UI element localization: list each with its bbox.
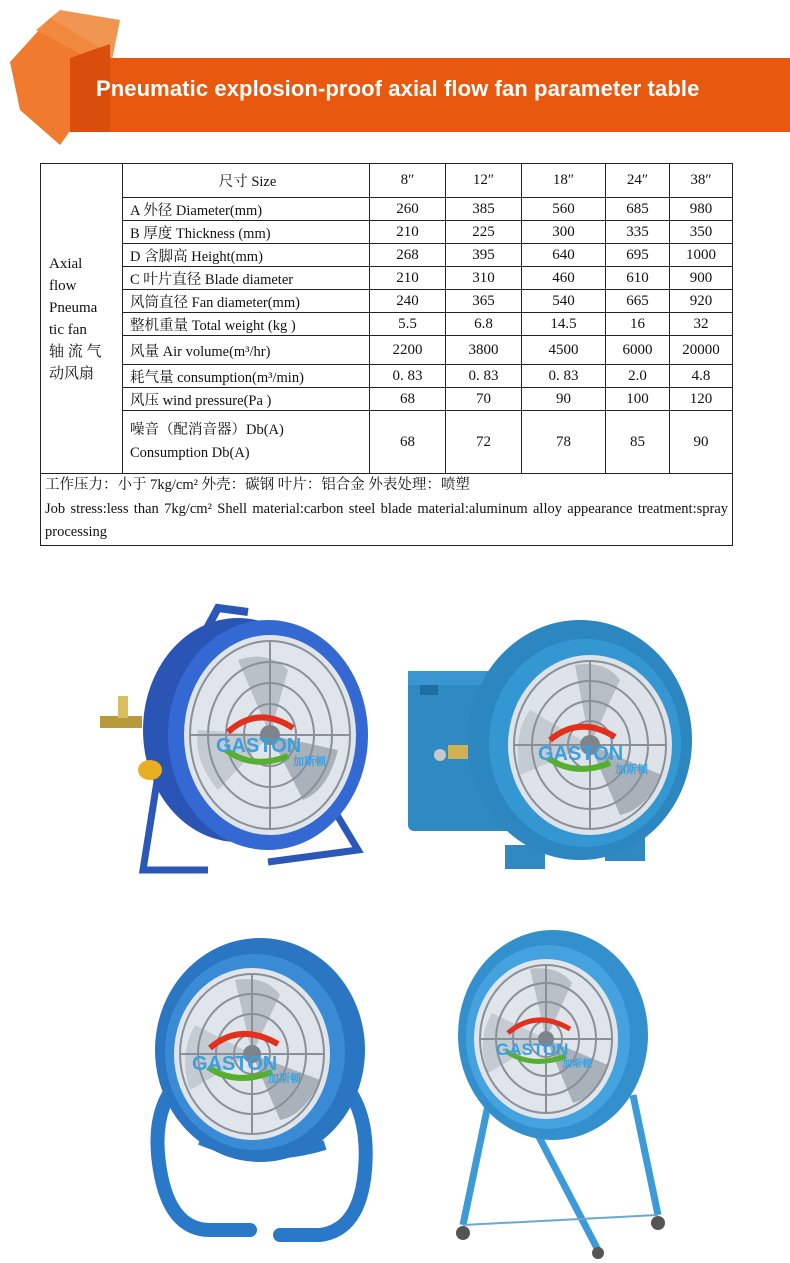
cell: 20000	[670, 336, 733, 365]
size-12: 12″	[446, 164, 522, 198]
cell: 68	[370, 388, 446, 411]
cell: 5.5	[370, 313, 446, 336]
cell: 240	[370, 290, 446, 313]
cell: 0. 83	[522, 365, 606, 388]
footer-notes	[41, 474, 733, 546]
banner-title: Pneumatic explosion-proof axial flow fan parameter table	[96, 76, 700, 101]
table-row	[41, 244, 733, 267]
svg-text:加斯顿: 加斯顿	[562, 1059, 592, 1070]
cell: 260	[370, 198, 446, 221]
table-row	[41, 290, 733, 313]
fan-photo-2	[400, 605, 700, 880]
cell: 685	[606, 198, 670, 221]
row-label: B 厚度 Thickness (mm)	[123, 221, 370, 244]
size-header: 尺寸 Size	[123, 164, 370, 198]
cell: 78	[522, 411, 606, 474]
table-row	[41, 388, 733, 411]
table-row	[41, 365, 733, 388]
cell: 16	[606, 313, 670, 336]
cell: 560	[522, 198, 606, 221]
row-label: 风压 wind pressure(Pa )	[123, 388, 370, 411]
cell: 210	[370, 221, 446, 244]
parameter-table	[40, 163, 733, 546]
cell: 70	[446, 388, 522, 411]
table-row	[41, 336, 733, 365]
cell: 120	[670, 388, 733, 411]
row-label: A 外径 Diameter(mm)	[123, 198, 370, 221]
cell: 300	[522, 221, 606, 244]
cell: 920	[670, 290, 733, 313]
cell: 90	[522, 388, 606, 411]
cell: 385	[446, 198, 522, 221]
cell: 0. 83	[446, 365, 522, 388]
cell: 695	[606, 244, 670, 267]
title-banner	[0, 0, 790, 150]
cell: 72	[446, 411, 522, 474]
row-label: D 含脚高 Height(mm)	[123, 244, 370, 267]
row-label: 噪音（配消音器）Db(A) Consumption Db(A)	[123, 411, 370, 474]
cell: 0. 83	[370, 365, 446, 388]
size-24: 24″	[606, 164, 670, 198]
cell: 68	[370, 411, 446, 474]
size-18: 18″	[522, 164, 606, 198]
brand-logo: GASTON	[538, 743, 624, 765]
fan-photo-1	[88, 600, 388, 880]
cell: 32	[670, 313, 733, 336]
cell: 4.8	[670, 365, 733, 388]
cell: 1000	[670, 244, 733, 267]
cell: 460	[522, 267, 606, 290]
cell: 85	[606, 411, 670, 474]
cell: 610	[606, 267, 670, 290]
row-label: C 叶片直径 Blade diameter	[123, 267, 370, 290]
row-label: 耗气量 consumption(m³/min)	[123, 365, 370, 388]
cell: 3800	[446, 336, 522, 365]
row-label: 风量 Air volume(m³/hr)	[123, 336, 370, 365]
side-label: Axial flow Pneuma tic fan 轴 流 气 动风扇	[41, 164, 123, 474]
cell: 14.5	[522, 313, 606, 336]
header-row	[41, 164, 733, 198]
svg-text:加斯顿: 加斯顿	[293, 756, 326, 768]
cell: 210	[370, 267, 446, 290]
fan-photo-4	[448, 925, 678, 1260]
cell: 90	[670, 411, 733, 474]
footer-cn: 工作压力：小于 7kg/cm² 外壳：碳钢 叶片：铝合金 外表处理：喷塑	[45, 477, 470, 493]
cell: 900	[670, 267, 733, 290]
size-38: 38″	[670, 164, 733, 198]
cell: 2200	[370, 336, 446, 365]
brand-logo: GASTON	[496, 1040, 569, 1059]
cell: 225	[446, 221, 522, 244]
table-row	[41, 221, 733, 244]
svg-text:加斯顿: 加斯顿	[268, 1073, 301, 1085]
table-row	[41, 267, 733, 290]
noise-row	[41, 411, 733, 474]
banner-shape	[0, 0, 790, 150]
cell: 980	[670, 198, 733, 221]
brand-logo: GASTON	[192, 1053, 278, 1075]
cell: 365	[446, 290, 522, 313]
cell: 4500	[522, 336, 606, 365]
cell: 100	[606, 388, 670, 411]
row-label: 风筒直径 Fan diameter(mm)	[123, 290, 370, 313]
cell: 395	[446, 244, 522, 267]
cell: 6.8	[446, 313, 522, 336]
cell: 540	[522, 290, 606, 313]
cell: 335	[606, 221, 670, 244]
row-label: 整机重量 Total weight (kg )	[123, 313, 370, 336]
fan-photo-3	[140, 930, 380, 1260]
footer-row	[41, 474, 733, 546]
footer-en: Job stress:less than 7kg/cm² Shell material:carbon steel blade material:aluminum alloy appearance treatment:spray processing	[45, 500, 728, 540]
table-row	[41, 313, 733, 336]
table-row	[41, 198, 733, 221]
svg-text:加斯顿: 加斯顿	[615, 764, 648, 776]
brand-logo: GASTON	[216, 735, 302, 757]
cell: 2.0	[606, 365, 670, 388]
cell: 6000	[606, 336, 670, 365]
cell: 310	[446, 267, 522, 290]
cell: 665	[606, 290, 670, 313]
cell: 350	[670, 221, 733, 244]
cell: 640	[522, 244, 606, 267]
size-8: 8″	[370, 164, 446, 198]
cell: 268	[370, 244, 446, 267]
